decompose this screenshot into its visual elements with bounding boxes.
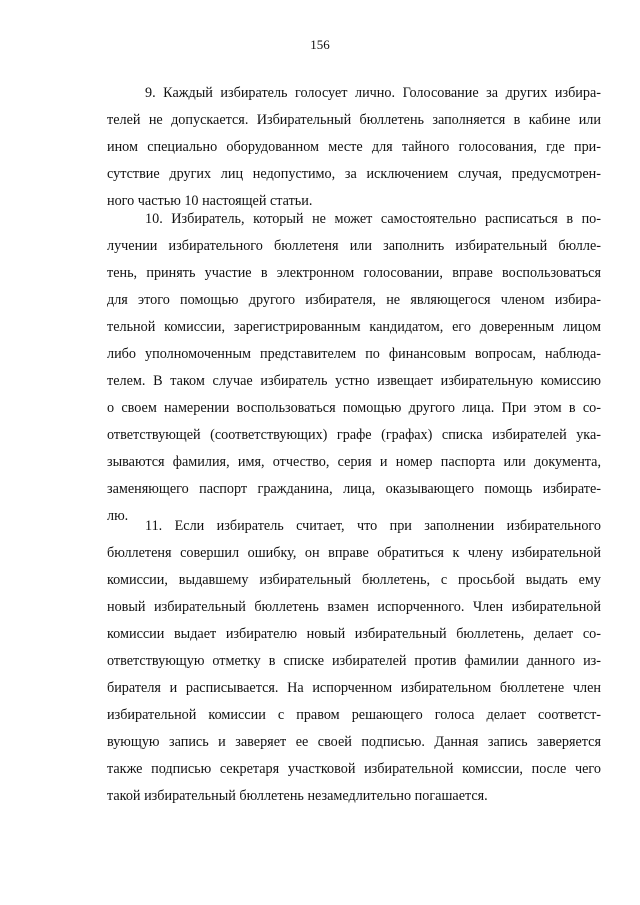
paragraph-line: такой избирательный бюллетень незамедлительно погашается. [107,788,488,804]
paragraph-11 [107,513,601,810]
paragraph-line: ином специально оборудованном месте для тайного голосования, где при- [107,139,601,155]
paragraph-line: ответствующую отметку в списке избирателей против фамилии данного из- [107,653,601,669]
paragraph-line: лучении избирательного бюллетеня или заполнить избирательный бюлле- [107,238,601,254]
paragraph-line: сутствие других лиц недопустимо, за исключением случая, предусмотрен- [107,166,601,182]
paragraph-line: 9. Каждый избиратель голосует лично. Голосование за других избира- [145,85,601,101]
paragraph-line: для этого помощью другого избирателя, не являющегося членом избира- [107,292,601,308]
paragraph-line: телей не допускается. Избирательный бюллетень заполняется в кабине или [107,112,601,128]
paragraph-line: бирателя и расписывается. На испорченном избирательном бюллетене член [107,680,601,696]
paragraph-10 [107,206,601,530]
paragraph-line: телем. В таком случае избиратель устно извещает избирательную комиссию [107,373,601,389]
paragraph-line: бюллетеня совершил ошибку, он вправе обратиться к члену избирательной [107,545,601,561]
paragraph-line: тельной комиссии, зарегистрированным кандидатом, его доверенным лицом [107,319,601,335]
paragraph-9 [107,80,601,215]
paragraph-line: ответствующей (соответствующих) графе (графах) списка избирателей ука- [107,427,601,443]
paragraph-line: комиссии, выдавшему избирательный бюллетень, с просьбой выдать ему [107,572,601,588]
paragraph-line: комиссии выдает избирателю новый избирательный бюллетень, делает со- [107,626,601,642]
paragraph-line: лю. [107,508,129,524]
paragraph-line: заменяющего паспорт гражданина, лица, оказывающего помощь избирате- [107,481,601,497]
paragraph-line: также подписью секретаря участковой избирательной комиссии, после чего [107,761,601,777]
paragraph-line: тень, принять участие в электронном голосовании, вправе воспользоваться [107,265,601,281]
paragraph-line: новый избирательный бюллетень взамен испорченного. Член избирательной [107,599,601,615]
paragraph-line: о своем намерении воспользоваться помощью другого лица. При этом в со- [107,400,601,416]
paragraph-line: вующую запись и заверяет ее своей подписью. Данная запись заверяется [107,734,601,750]
paragraph-line: избирательной комиссии с правом решающего голоса делает соответст- [107,707,601,723]
paragraph-line: ного частью 10 настоящей статьи. [107,193,313,209]
paragraph-line: зываются фамилия, имя, отчество, серия и номер паспорта или документа, [107,454,601,470]
page-number: 156 [310,37,330,52]
paragraph-line: либо уполномоченным представителем по финансовым вопросам, наблюда- [107,346,601,362]
paragraph-line: 11. Если избиратель считает, что при заполнении избирательного [145,518,601,534]
paragraph-line: 10. Избиратель, который не может самостоятельно расписаться в по- [145,211,601,227]
